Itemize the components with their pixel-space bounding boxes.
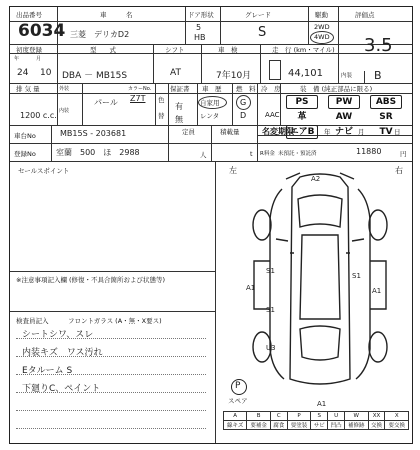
damage-mark-top: A2 xyxy=(311,175,321,183)
doors-value: 5 xyxy=(196,23,202,32)
history-label: 車 歴 xyxy=(202,85,222,93)
rule xyxy=(308,7,309,44)
model-value: DBA － MB15S xyxy=(62,71,128,81)
ext-color-label: 外装 xyxy=(59,86,70,92)
fuel-label: 燃 料 xyxy=(236,85,256,93)
inspector-note-4: 下廻りC、ペイント xyxy=(22,384,101,394)
legend-meaning: サビ xyxy=(311,421,328,430)
drive-label: 駆動 xyxy=(315,11,328,19)
rule xyxy=(215,161,216,443)
score-value: 3.5 xyxy=(364,35,393,56)
car-name: 三菱 デリカD2 xyxy=(70,30,130,39)
shift-value: AT xyxy=(170,68,181,78)
legend-code: W xyxy=(345,412,369,421)
legend-code: XX xyxy=(368,412,385,421)
notes-label: ※注意事項記入欄 (修復・不具合箇所および状態等) xyxy=(16,276,166,284)
capacity-unit: 人 xyxy=(200,151,207,159)
grade-label: グレード xyxy=(245,11,271,19)
legend-code: U xyxy=(328,412,345,421)
legend-code: X xyxy=(385,412,409,421)
recycle-amount: 11880 xyxy=(356,147,382,156)
displacement-value: 1200 c.c. xyxy=(20,111,57,120)
car-label: 車 名 xyxy=(100,11,133,19)
equipment-label: 装 備 (純正部品に限る) xyxy=(300,85,373,93)
auction-sheet xyxy=(9,6,413,444)
rule xyxy=(10,21,412,22)
recycle-unit: 円 xyxy=(400,150,407,158)
chassis-label: 車台No xyxy=(14,132,36,140)
rule xyxy=(211,125,212,161)
year-value: 24 xyxy=(17,68,29,78)
rule xyxy=(257,83,258,161)
guarantee-yes: 有 xyxy=(175,102,183,111)
drive-2wd: 2WD xyxy=(314,23,330,31)
rule xyxy=(57,7,58,83)
capacity-label: 定員 xyxy=(182,128,195,136)
recycle-status: 未預託・預託済 xyxy=(278,151,317,157)
int-color-label: 内装 xyxy=(59,108,70,114)
history-rental: レンタ xyxy=(200,112,220,120)
month-value: 10 xyxy=(40,68,52,78)
grade-value: S xyxy=(258,25,267,40)
legend-code: B xyxy=(247,412,271,421)
rule xyxy=(10,311,215,312)
equip-abs: ABS xyxy=(370,95,402,109)
first-reg-label: 初度登録 xyxy=(16,46,42,54)
name-expiry-label: 名変期限 xyxy=(262,127,294,136)
inspection-value: 7年10月 xyxy=(216,71,252,81)
name-year-label: 年 xyxy=(324,128,331,136)
mileage-label: 走 行 (km・マイル) xyxy=(272,46,335,54)
legend-meaning: 交換 xyxy=(368,421,385,430)
equip-pw: PW xyxy=(328,95,360,109)
equip-navi: ナビ xyxy=(334,127,353,137)
fuel-circle xyxy=(236,95,251,110)
legend-meaning: 要補金 xyxy=(247,421,271,430)
interior-label: 内装 xyxy=(341,73,353,79)
rule xyxy=(51,125,52,161)
car-diagram-icon xyxy=(242,169,398,391)
rule xyxy=(10,53,412,54)
rule xyxy=(10,44,412,45)
chassis-value: MB15S - 203681 xyxy=(60,129,127,138)
legend-code: A xyxy=(224,412,247,421)
rule xyxy=(153,44,154,83)
score-label: 評価点 xyxy=(355,11,375,19)
year-label: 年 xyxy=(14,56,20,62)
shift-label: シフト xyxy=(165,46,185,54)
plate-label: 登録No xyxy=(14,150,36,158)
name-day-label: 日 xyxy=(394,128,401,136)
name-month-label: 月 xyxy=(358,128,365,136)
rule xyxy=(10,271,215,272)
load-label: 積載量 xyxy=(220,128,240,136)
color-change-label: 替 xyxy=(158,112,165,120)
damage-mark-left-s1: S1 xyxy=(266,267,275,275)
lot-label: 出品番号 xyxy=(16,11,42,19)
damage-mark-left-s1b: S1 xyxy=(266,306,275,314)
damage-mark-left-a1: A1 xyxy=(246,284,256,292)
guarantee-label: 保証書 xyxy=(170,85,190,93)
note-line xyxy=(16,428,206,429)
doors-label: ドア形状 xyxy=(188,11,214,19)
legend-code: P xyxy=(287,412,311,421)
rule xyxy=(82,83,83,125)
body-type: HB xyxy=(194,33,206,42)
history-circle xyxy=(198,96,227,109)
ac-label: 冷 房 xyxy=(261,85,281,93)
recycle-label: R料金 xyxy=(260,151,275,157)
color-code: Z7T xyxy=(130,94,146,103)
lot-number: 6034 xyxy=(18,21,66,41)
rule xyxy=(57,83,58,125)
equip-leather: 革 xyxy=(297,112,307,122)
inspector-note-2: 内装キズ ワス汚れ xyxy=(22,348,103,358)
legend-meaning: 腐食 xyxy=(270,421,287,430)
right-side-label: 右 xyxy=(395,166,403,175)
damage-mark-bottom: A1 xyxy=(317,400,327,408)
month-label: 月 xyxy=(36,56,42,62)
legend-meaning: 線キズ xyxy=(224,421,247,430)
ext-color-value: パール xyxy=(94,98,118,107)
rule xyxy=(220,7,221,44)
legend-code: S xyxy=(311,412,328,421)
inspector-label: 検査員記入 xyxy=(16,317,49,325)
guarantee-no: 無 xyxy=(175,115,183,124)
inspector-note-3: Eタルーム S xyxy=(22,366,73,376)
mileage-value: 44,101 xyxy=(288,68,323,79)
fuel-gas: G xyxy=(240,98,247,107)
spare-mark: P xyxy=(235,381,241,391)
rule xyxy=(10,161,412,162)
legend-code: C xyxy=(270,412,287,421)
windshield-label: フロントガラス (A・無・X要ス) xyxy=(68,317,162,325)
rule xyxy=(155,83,156,125)
interior-grade: B xyxy=(374,69,382,82)
color-label: 色 xyxy=(158,96,165,104)
rule xyxy=(338,7,339,83)
legend-meaning: 凹凸 xyxy=(328,421,345,430)
note-line xyxy=(16,410,206,411)
damage-legend xyxy=(223,411,409,430)
displacement-label: 排 気 量 xyxy=(16,85,40,93)
legend-meaning: 補修跡 xyxy=(345,421,369,430)
damage-mark-u3: U3 xyxy=(266,344,276,352)
equip-ps: PS xyxy=(286,95,318,109)
color-no-label: カラーNo. xyxy=(128,86,152,92)
rule xyxy=(168,83,169,161)
rule xyxy=(10,93,412,94)
history-private: 自家用 xyxy=(200,99,220,107)
rule xyxy=(232,83,233,125)
legend-meaning: 要交換 xyxy=(385,421,409,430)
rule xyxy=(364,71,365,83)
damage-mark-right-s1: S1 xyxy=(352,272,361,280)
sales-point-label: セールスポイント xyxy=(18,167,70,175)
rule xyxy=(260,44,261,83)
model-label: 型 式 xyxy=(90,46,116,54)
legend-meaning: 要塗装 xyxy=(287,421,311,430)
mileage-box xyxy=(269,60,281,80)
inspector-note-1: シートシワ、スレ xyxy=(22,330,94,340)
equip-tv: TV xyxy=(379,127,393,137)
load-unit: t xyxy=(250,150,253,158)
equip-aw: AW xyxy=(335,112,353,122)
equip-sr: SR xyxy=(379,112,393,122)
drive-circle xyxy=(310,31,334,44)
equip-airbag: エアB xyxy=(286,125,318,139)
rule xyxy=(201,44,202,83)
inspection-label: 車 検 xyxy=(218,46,238,54)
left-side-label: 左 xyxy=(229,166,237,175)
ac-value: AAC xyxy=(265,111,280,119)
plate-value: 室蘭 500 ほ 2988 xyxy=(56,148,140,157)
drive-4wd: 4WD xyxy=(314,33,330,41)
fuel-diesel: D xyxy=(240,111,247,120)
spare-label: スペア xyxy=(228,397,248,405)
damage-mark-right-a1: A1 xyxy=(372,287,382,295)
rule xyxy=(185,7,186,44)
